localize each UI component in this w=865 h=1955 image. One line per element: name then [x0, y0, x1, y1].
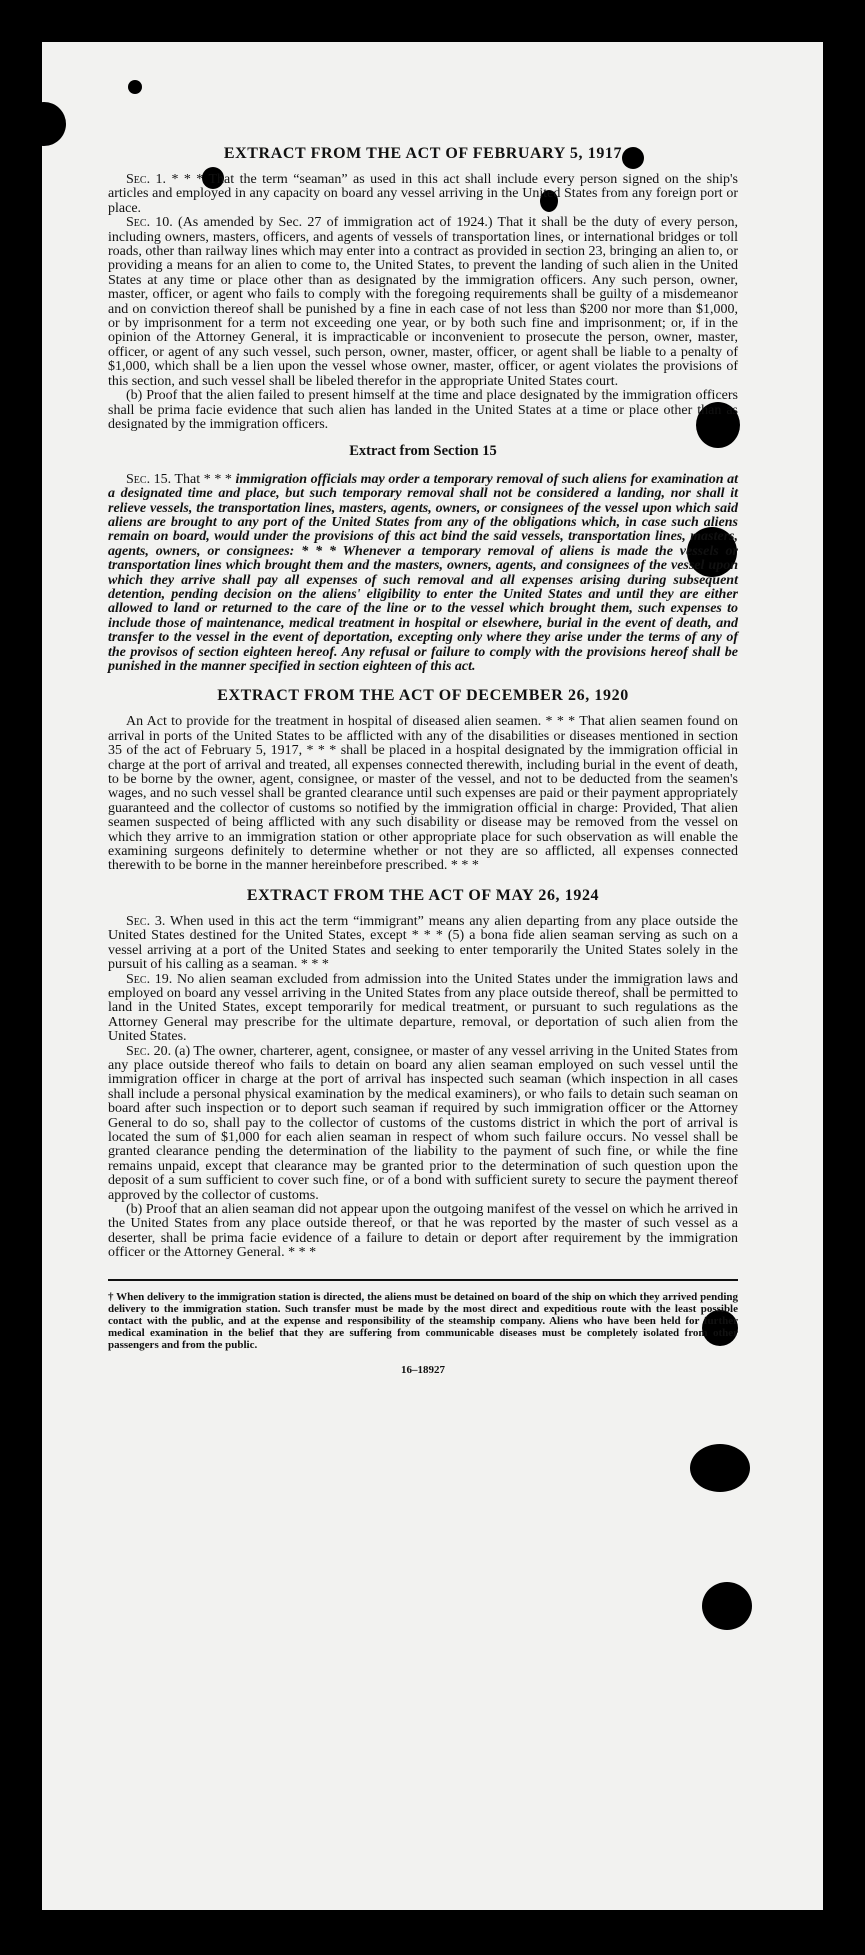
paragraph-text: No alien seaman excluded from admission into the United States under the immigration laws and employed on board any vessel arriving in the United States from any place outside thereof, shall be permitted to land in the United States, except temporarily for medical treatment, or pursuant to such regulations as the Attorney General may prescribe for the ultimate departure, removal, or deportation of such alien from the United States. [108, 971, 738, 1045]
page-number: 16–18927 [401, 1363, 445, 1376]
punch-hole [128, 80, 142, 94]
paragraph-text: (a) The owner, charterer, agent, consignee, or master of any vessel arriving in the United States from any place outside thereof who fails to detain on board any alien seaman employed on such vessel until the immigration officer in charge at the port of arrival has inspected such seaman (which inspection in all cases shall include a personal physical examination by the medical examiners), or who fails to detain such seaman on board after such inspection or to deport such seaman if required by such immigration officer or the Attorney General to do so, shall pay to the collector of customs of the customs district in which the port of arrival is located the sum of $1,000 for each alien seaman in respect of whom such failure occurs. No vessel shall be granted clearance pending the determination of the liability to the payment of such fine, or while the fine remains unpaid, except that clearance may be granted prior to the determination of such question upon the deposit of a sum sufficient to cover such fine, or of a bond with sufficient surety to secure the payment thereof approved by the collector of customs. [108, 1043, 738, 1203]
paragraph-sec-1 [108, 173, 738, 216]
paragraph-sec-20-b [108, 1203, 738, 1261]
section-label: Sec. 10. [126, 215, 173, 231]
document-body [108, 144, 738, 1377]
paragraph-sec-10 [108, 216, 738, 389]
footnote-divider [108, 1279, 738, 1281]
paragraph-sec-3 [108, 915, 738, 973]
paragraph-sec-10-b [108, 389, 738, 432]
paragraph-lead: That * * * [174, 471, 232, 487]
section-label: Sec. 3. [126, 913, 166, 929]
paragraph-sec-15 [108, 473, 738, 675]
paragraph-text: (As amended by Sec. 27 of immigration act of 1924.) That it shall be the duty of every person, including owners, masters, officers, and agents of vessels of transportation lines, or international bridges or toll roads, other than railway lines which may enter into a contract as provided in section 23, bringing an alien to, or providing a means for an alien to come to, the United States, to prevent the landing of such alien in the United States at any time or place other than as designated by the immigration officers. Any such person, owner, master, officer, or agent who fails to comply with the foregoing requirements shall be guilty of a misdemeanor and on conviction thereof shall be punished by a fine in each case of not less than $200 nor more than $1,000, or by imprisonment for a term not exceeding one year, or by both such fine and imprisonment; or, if in the opinion of the Attorney General, it is impracticable or inconvenient to prosecute the person, owner, master, officer, or agent of any such vessel, such person, owner, master, officer, or agent shall be liable to a penalty of $1,000, which shall be a lien upon the vessel whose owner, master, officer, or agent violates the provisions of this section, and such vessel shall be libeled therefor in the appropriate United States court. [108, 215, 738, 389]
paragraph-text: When used in this act the term “immigrant” means any alien departing from any place outside the United States destined for the United States, except * * * (5) a bona fide alien seaman serving as such on a vessel arriving at a port of the United States and seeking to enter temporarily the United States solely in the pursuit of his calling as a seaman. * * * [108, 913, 738, 973]
section-label: Sec. 19. [126, 971, 173, 987]
section-label: Sec. 20. [126, 1043, 172, 1059]
paragraph-sec-20 [108, 1045, 738, 1203]
section-label: Sec. 15. [126, 471, 172, 487]
paragraph-text: immigration officials may order a temporary removal of such aliens for examination at a designated time and place, but such temporary removal shall not be considered a landing, nor shall it relieve vessels, the transportation lines, masters, agents, owners, or consignees of the vessel upon which said aliens are brought to any port of the United States from any of the obligations which, in case such aliens remain on board, would under the provisions of this act bind the said vessels, transportation lines, masters, agents, owners, or consignees: * * * Whenever a temporary removal of aliens is made the vessels or transportation lines which brought them and the masters, owners, agents, and consignees of the vessel upon which they arrive shall pay all expenses of such removal and all expenses arising during subsequent detention, pending decision on the aliens' eligibility to enter the United States and until they are either allowed to land or returned to the care of the line or to the vessel which brought them, such expenses to include those of maintenance, medical treatment in hospital or elsewhere, burial in the event of death, and transfer to the vessel in the event of deportation, excepting only where they arise under the terms of any of the provisos of section eighteen hereof. Any refusal or failure to comply with the provisions hereof shall be punished in the manner specified in section eighteen of this act. [108, 471, 738, 674]
punch-hole [42, 102, 66, 146]
paragraph-text: An Act to provide for the treatment in hospital of diseased alien seamen. * * * That alien seamen found on arrival in ports of the United States to be afflicted with any of the disabilities or diseases mentioned in section 35 of the act of February 5, 1917, * * * shall be placed in a hospital designated by the immigration official in charge at the port of arrival and treated, all expenses connected therewith, including burial in the event of death, to be borne by the owner, agent, consignee, or master of the vessel, and not to be deducted from the seamen's wages, and no such vessel shall be granted clearance until such expenses are paid or their payment appropriately guaranteed and the collector of customs so notified by the immigration official in charge: Provided, That alien seamen suspected of being afflicted with any such disability or disease may be removed from the vessel on which they arrive to an immigration station or other appropriate place for such observation as will enable the examining surgeons definitely to determine whether or not they are so afflicted, all expenses connected therewith to be borne in the manner hereinbefore prescribed. * * * [108, 714, 738, 874]
heading-act-1917: EXTRACT FROM THE ACT OF FEBRUARY 5, 1917 [223, 145, 623, 162]
heading-act-1924: EXTRACT FROM THE ACT OF MAY 26, 1924 [246, 886, 600, 904]
paragraph-text: (b) Proof that the alien failed to present himself at the time and place designated by the immigration officers shall be prima facie evidence that such alien has landed in the United States at a time or place other than as designated by the immigration officers. [108, 388, 738, 432]
subheading-section-15: Extract from Section 15 [349, 443, 497, 460]
paragraph-text: (b) Proof that an alien seaman did not appear upon the outgoing manifest of the vessel on which he arrived in the United States from any place outside thereof, or that he was reported by the master of such vessel as a deserter, shall be prima facie evidence of a failure to detain or deport after requirement by the immigration officer or the Attorney General. * * * [108, 1202, 738, 1261]
paragraph-text: * * * That the term “seaman” as used in this act shall include every person signed on the ship's articles and employed in any capacity on board any vessel arriving in the United States from any foreign port or place. [108, 172, 738, 216]
heading-act-1920: EXTRACT FROM THE ACT OF DECEMBER 26, 1920 [217, 687, 629, 705]
paragraph-act-1920 [108, 715, 738, 873]
section-label: Sec. 1. [126, 172, 166, 187]
paragraph-sec-19 [108, 973, 738, 1045]
footnote: † When delivery to the immigration station is directed, the aliens must be detained on board of the ship on which they arrived pending delivery to the immigration station. Such transfer must be made by the most direct and expeditious route with the least possible contact with the public, and at the expense and responsibility of the steamship company. Aliens who have been held for further medical examination in the belief that they are suffering from communicable diseases must be completely isolated from other passengers and from the public. [108, 1290, 738, 1351]
punch-hole [690, 1444, 750, 1492]
punch-hole [702, 1582, 752, 1630]
